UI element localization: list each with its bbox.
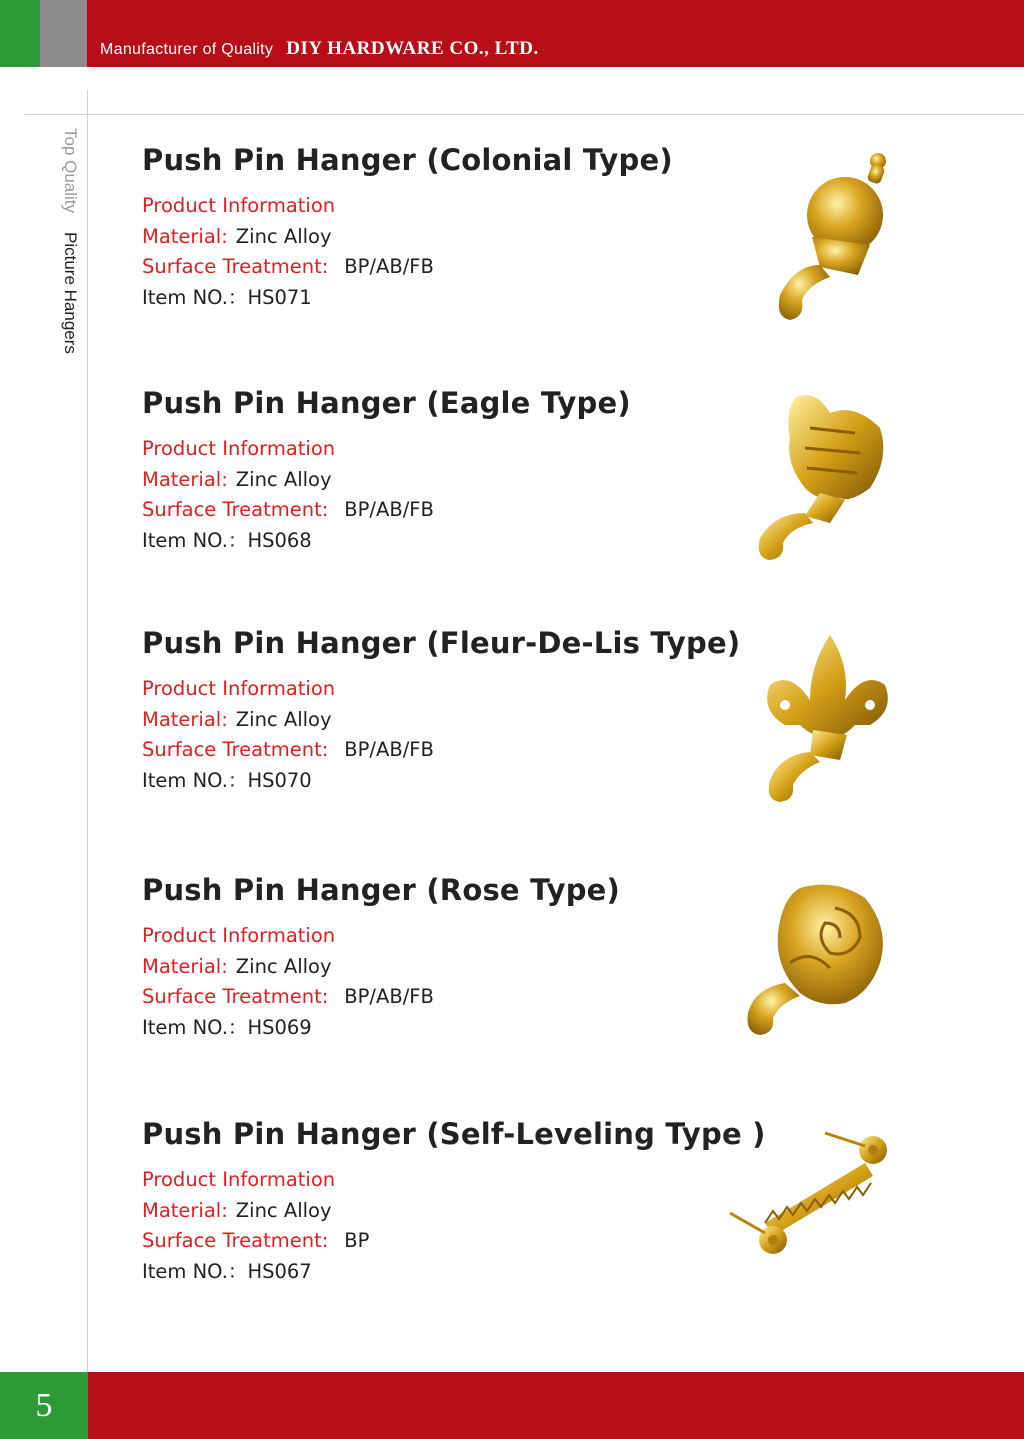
surface-value: BP/AB/FB: [344, 498, 434, 521]
surface-value: BP: [344, 1229, 370, 1252]
side-label: [60, 128, 80, 354]
surface-label: Surface Treatment:: [142, 255, 329, 278]
product-block: [142, 873, 742, 1043]
page-number: 5: [35, 1387, 53, 1424]
header-gray-block: [40, 0, 87, 67]
surface-label: Surface Treatment:: [142, 498, 329, 521]
item-label: Item NO.：: [142, 768, 248, 792]
material-value: Zinc Alloy: [235, 707, 332, 731]
item-value: HS070: [247, 768, 312, 792]
product-info: [142, 191, 742, 313]
item-label: Item NO.：: [142, 285, 248, 309]
surface-value: BP/AB/FB: [344, 255, 434, 278]
material-value: Zinc Alloy: [235, 467, 332, 491]
eagle-hanger-icon: [745, 388, 895, 568]
item-value: HS068: [247, 528, 312, 552]
header-tagline: Manufacturer of Quality: [100, 41, 274, 58]
horizontal-divider: [25, 114, 1024, 115]
vertical-divider: [87, 90, 88, 1372]
footer-bar: [0, 1372, 1024, 1439]
material-label: Material:: [142, 224, 228, 248]
item-value: HS071: [247, 285, 312, 309]
surface-label: Surface Treatment:: [142, 738, 329, 761]
product-title: Push Pin Hanger (Self-Leveling Type ): [142, 1117, 766, 1151]
product-info: [142, 434, 742, 556]
item-value: HS067: [247, 1259, 312, 1283]
product-block: [142, 143, 742, 313]
product-block: [142, 626, 742, 796]
product-info-label: Product Information: [142, 924, 336, 947]
material-label: Material:: [142, 954, 228, 978]
product-info: [142, 674, 742, 796]
product-info: [142, 1165, 742, 1287]
surface-value: BP/AB/FB: [344, 738, 434, 761]
header-green-block: [0, 0, 40, 67]
product-block: [142, 386, 742, 556]
surface-value: BP/AB/FB: [344, 985, 434, 1008]
product-title: Push Pin Hanger (Rose Type): [142, 873, 621, 907]
material-value: Zinc Alloy: [235, 1198, 332, 1222]
product-title: Push Pin Hanger (Colonial Type): [142, 143, 673, 177]
header-text: [100, 38, 539, 60]
item-label: Item NO.：: [142, 1015, 248, 1039]
product-info-label: Product Information: [142, 194, 336, 217]
item-value: HS069: [247, 1015, 312, 1039]
product-info: [142, 921, 742, 1043]
fleur-de-lis-hanger-icon: [755, 630, 900, 810]
product-info-label: Product Information: [142, 437, 336, 460]
sawtooth-hanger-icon: [725, 1128, 895, 1258]
surface-label: Surface Treatment:: [142, 1229, 329, 1252]
surface-label: Surface Treatment:: [142, 985, 329, 1008]
side-quality: Top Quality: [61, 128, 80, 214]
product-title: Push Pin Hanger (Fleur-De-Lis Type): [142, 626, 741, 660]
material-label: Material:: [142, 707, 228, 731]
material-label: Material:: [142, 1198, 228, 1222]
material-value: Zinc Alloy: [235, 954, 332, 978]
material-label: Material:: [142, 467, 228, 491]
product-title: Push Pin Hanger (Eagle Type): [142, 386, 631, 420]
item-label: Item NO.：: [142, 1259, 248, 1283]
product-info-label: Product Information: [142, 1168, 336, 1191]
colonial-hanger-icon: [750, 145, 900, 330]
material-value: Zinc Alloy: [235, 224, 332, 248]
product-info-label: Product Information: [142, 677, 336, 700]
product-block: [142, 1117, 766, 1287]
item-label: Item NO.：: [142, 528, 248, 552]
side-category: Picture Hangers: [61, 231, 80, 354]
header-company: DIY HARDWARE CO., LTD.: [286, 38, 539, 59]
rose-hanger-icon: [740, 878, 895, 1043]
